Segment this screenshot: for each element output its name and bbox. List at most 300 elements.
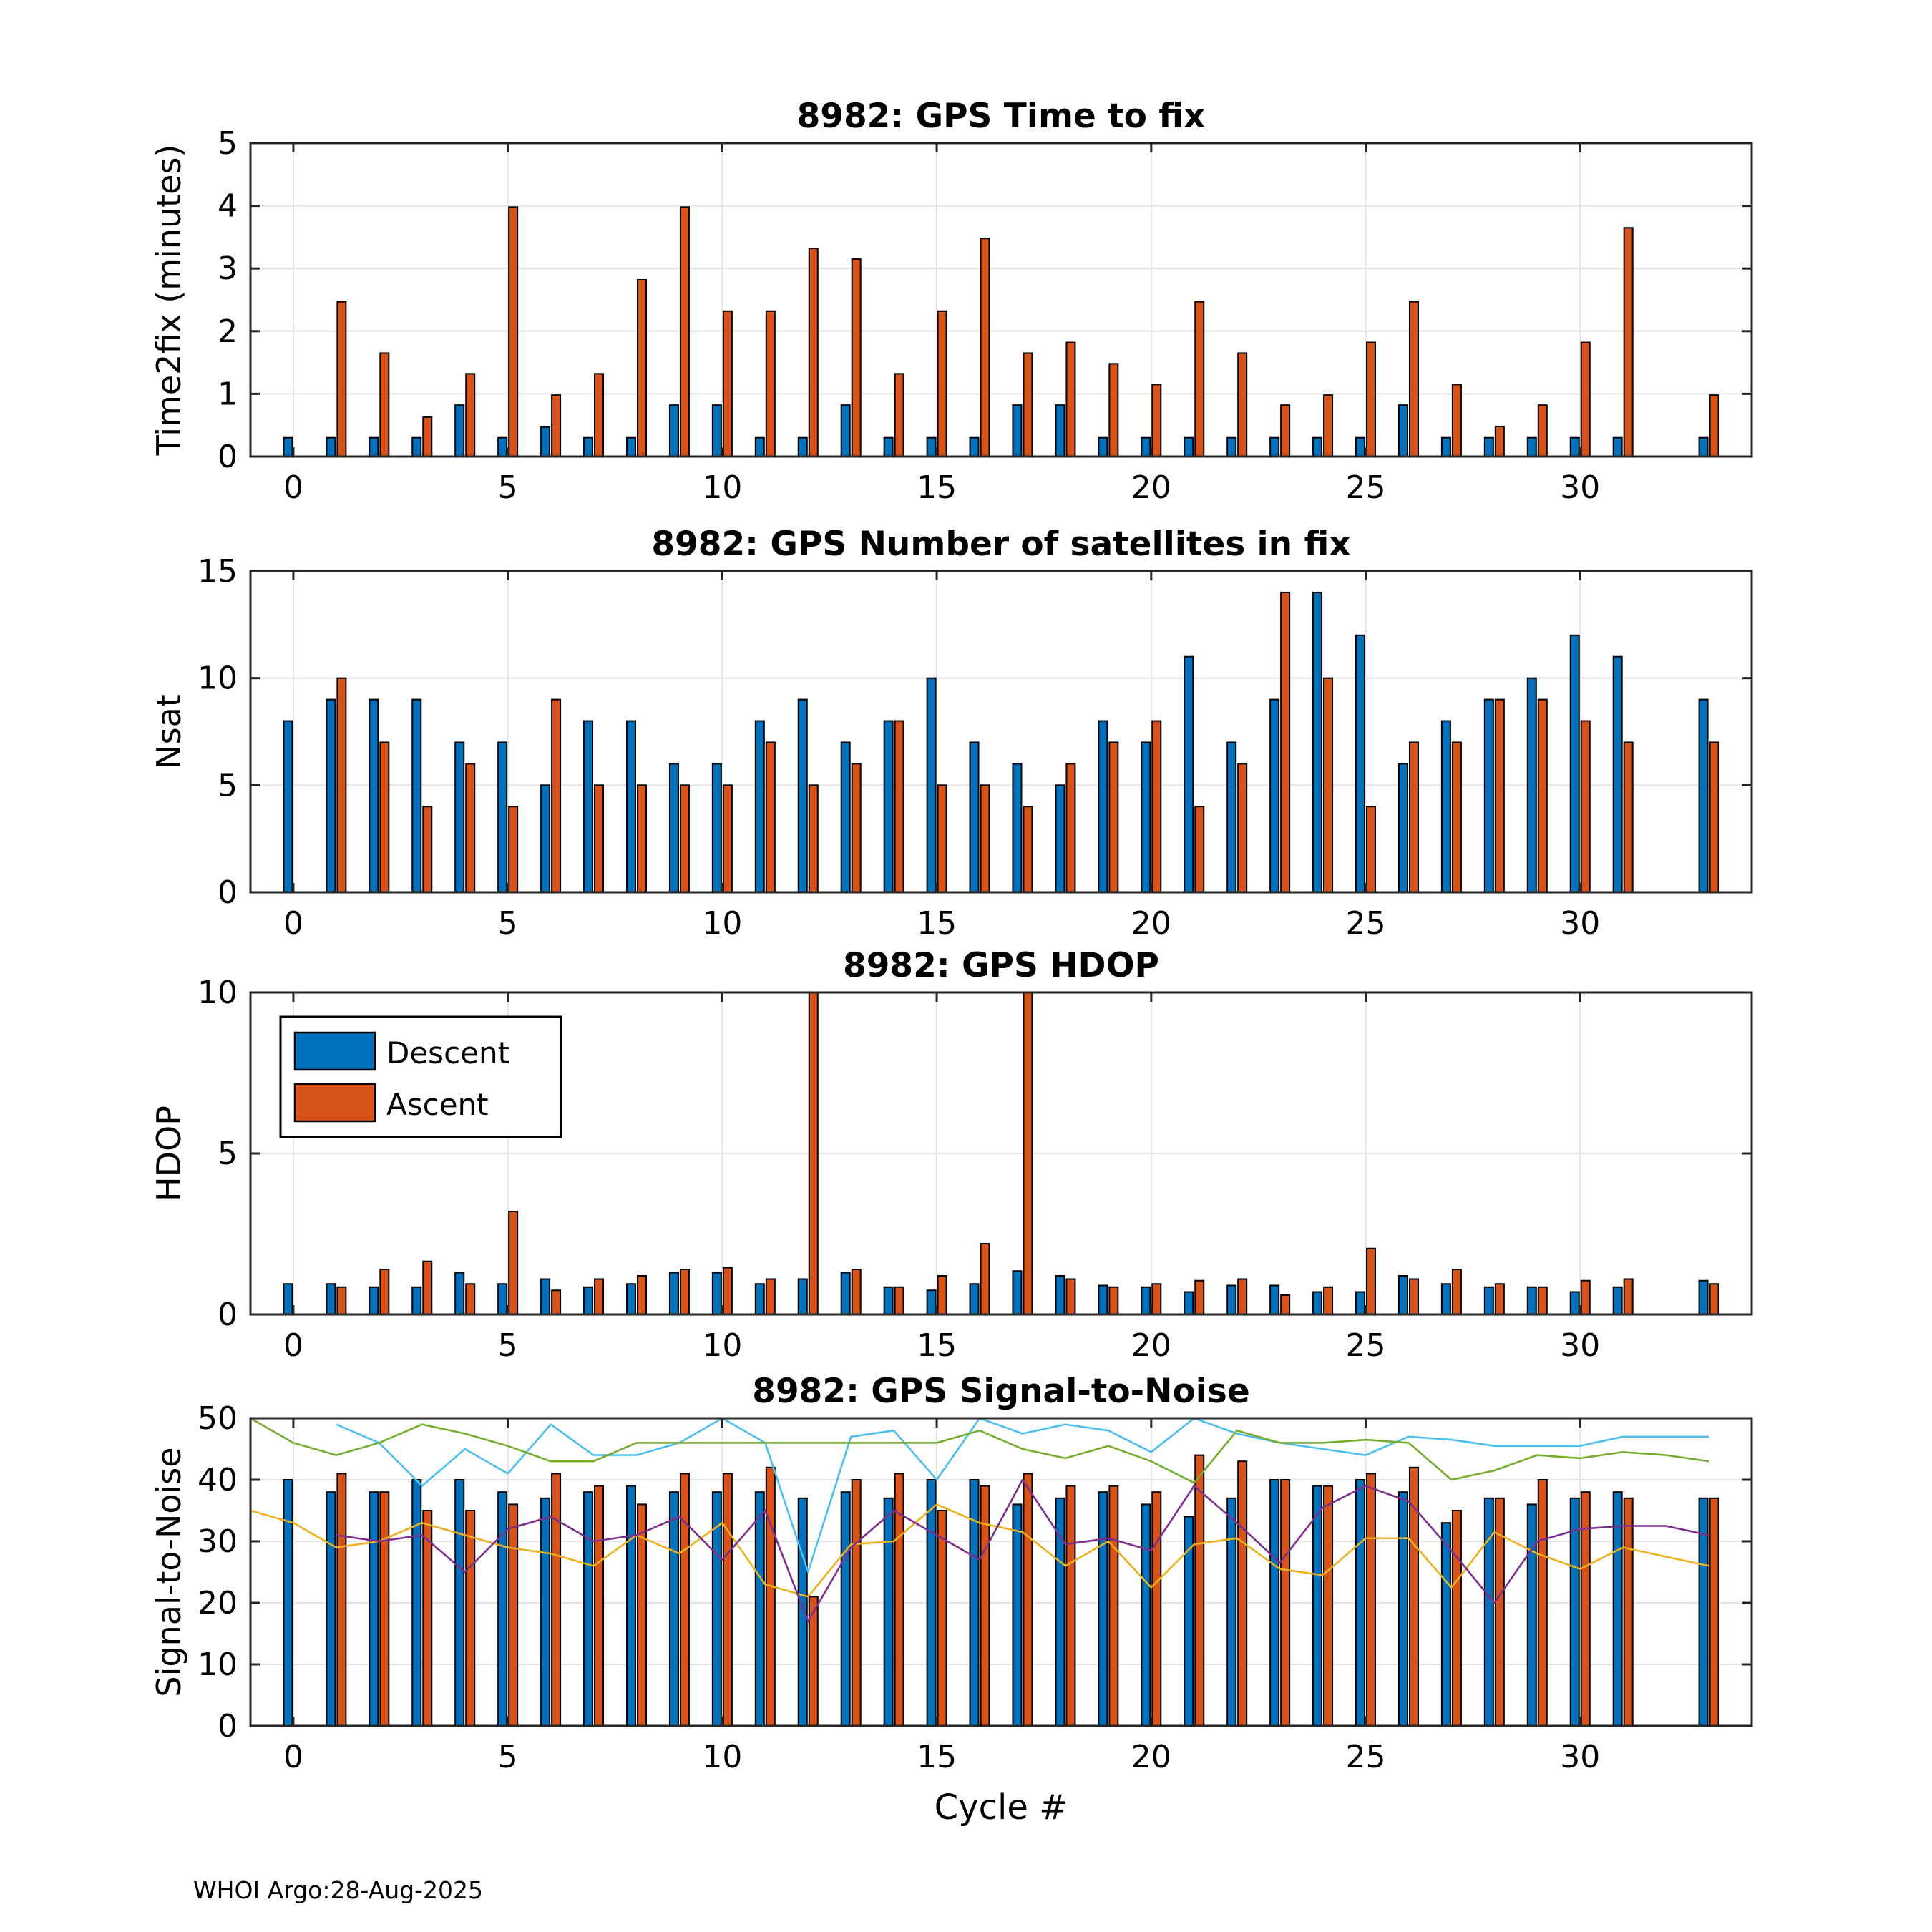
descent-bar-c22	[1227, 1286, 1236, 1315]
descent-bar-c22	[1227, 438, 1236, 457]
descent-bar-c11	[756, 1492, 764, 1726]
ascent-bar-c30	[1581, 1281, 1590, 1314]
descent-bar-c4	[455, 1273, 464, 1315]
y-tick-label: 20	[197, 1585, 238, 1621]
ascent-bar-c22	[1238, 1461, 1246, 1726]
legend-label-descent: Descent	[386, 1035, 510, 1070]
x-tick-label: 20	[1131, 905, 1171, 942]
descent-bar-c24	[1313, 438, 1322, 457]
descent-bar-c5	[498, 742, 507, 892]
descent-bar-c28	[1485, 700, 1493, 892]
axis-ticks-snr	[250, 1418, 1752, 1726]
grid-nsat	[250, 571, 1752, 892]
descent-bar-c10	[713, 1273, 721, 1315]
descent-bar-c21	[1184, 657, 1193, 892]
ascent-bar-c16	[981, 1486, 990, 1726]
ascent-bar-c12	[809, 248, 818, 457]
ascent-bar-c27	[1453, 1511, 1461, 1726]
descent-bar-c11	[756, 721, 764, 892]
ascent-bar-c9	[680, 1269, 689, 1314]
descent-bar-c20	[1141, 742, 1150, 892]
descent-bar-c5	[498, 438, 507, 457]
descent-bar-c7	[584, 721, 592, 892]
descent-bar-c7	[584, 438, 592, 457]
ascent-bar-c17	[1023, 1473, 1032, 1726]
ascent-bar-c25	[1367, 1473, 1375, 1726]
axis-ticks-time2fix	[250, 143, 1752, 457]
y-tick-label: 2	[218, 313, 238, 350]
y-tick-label: 30	[197, 1523, 238, 1560]
descent-bar-c15	[927, 1480, 936, 1726]
descent-bar-c21	[1184, 1292, 1193, 1315]
descent-bar-c2	[369, 438, 378, 457]
descent-bar-c4	[455, 742, 464, 892]
ascent-bar-c31	[1624, 1498, 1633, 1726]
descent-bar-c18	[1055, 405, 1064, 457]
ascent-bar-c29	[1538, 1480, 1547, 1726]
ascent-bar-c19	[1109, 742, 1118, 892]
ascent-bar-c30	[1581, 721, 1590, 892]
y-axis-label-time2fix: Time2fix (minutes)	[150, 144, 188, 456]
descent-bar-c3	[412, 438, 421, 457]
descent-bar-c33	[1699, 700, 1708, 892]
descent-bar-c30	[1571, 1498, 1579, 1726]
ascent-bar-c25	[1367, 806, 1375, 892]
ascent-bar-c9	[680, 207, 689, 457]
descent-bar-c1	[326, 1284, 335, 1314]
descent-bar-c30	[1571, 438, 1579, 457]
ascent-bar-c3	[423, 806, 431, 892]
y-tick-label: 0	[218, 1297, 238, 1333]
descent-bar-c16	[970, 438, 979, 457]
descent-bar-c17	[1013, 763, 1021, 892]
descent-bar-c17	[1013, 1504, 1021, 1726]
ascent-bar-c17	[1023, 353, 1032, 457]
descent-bar-c6	[541, 427, 550, 457]
plot-title-nsat: 8982: GPS Number of satellites in fix	[651, 525, 1351, 564]
ascent-bar-c27	[1453, 1269, 1461, 1314]
ascent-bar-c25	[1367, 343, 1375, 457]
descent-bar-c27	[1442, 1523, 1450, 1726]
ascent-bar-c2	[380, 742, 389, 892]
descent-bar-c24	[1313, 592, 1322, 892]
descent-bar-c15	[927, 678, 936, 892]
ascent-bar-c29	[1538, 405, 1547, 457]
ascent-bar-c33	[1710, 395, 1719, 457]
descent-bar-c12	[799, 1498, 807, 1726]
descent-bar-c19	[1098, 1286, 1107, 1315]
descent-bar-c0	[283, 721, 292, 892]
ascent-bar-c3	[423, 1262, 431, 1314]
descent-bar-c27	[1442, 438, 1450, 457]
ascent-bar-c4	[466, 374, 474, 457]
descent-bar-c12	[799, 1279, 807, 1315]
y-tick-label: 0	[218, 874, 238, 911]
descent-bar-c19	[1098, 721, 1107, 892]
y-tick-label: 1	[218, 376, 238, 413]
ascent-bar-c16	[981, 238, 990, 457]
ascent-bar-c23	[1281, 405, 1289, 457]
ascent-bar-c18	[1066, 1486, 1075, 1726]
ascent-bar-c24	[1324, 395, 1332, 457]
x-tick-label: 5	[497, 1327, 518, 1364]
ascent-bar-c30	[1581, 1492, 1590, 1726]
ascent-bar-c1	[337, 1287, 346, 1314]
descent-bar-c0	[283, 438, 292, 457]
x-tick-label: 15	[917, 905, 957, 942]
x-tick-label: 20	[1131, 469, 1171, 506]
ascent-bar-c24	[1324, 1287, 1332, 1314]
descent-bar-c19	[1098, 438, 1107, 457]
ascent-bar-c12	[809, 785, 818, 892]
descent-bar-c20	[1141, 1287, 1150, 1314]
subplot-snr	[150, 1372, 1752, 1828]
ascent-bar-c23	[1281, 592, 1289, 892]
descent-bar-c17	[1013, 405, 1021, 457]
descent-bar-c1	[326, 700, 335, 892]
descent-bar-c10	[713, 763, 721, 892]
descent-bar-c2	[369, 700, 378, 892]
y-tick-label: 3	[218, 250, 238, 288]
ascent-bar-c7	[595, 785, 603, 892]
descent-bar-c3	[412, 1480, 421, 1726]
descent-bar-c29	[1528, 438, 1536, 457]
ascent-bar-c15	[938, 1511, 947, 1726]
descent-bar-c22	[1227, 742, 1236, 892]
descent-bar-c0	[283, 1480, 292, 1726]
descent-bar-c16	[970, 742, 979, 892]
descent-bar-c4	[455, 405, 464, 457]
descent-bars-time2fix	[283, 405, 1707, 457]
ascent-bar-c20	[1152, 384, 1161, 457]
ascent-bar-c27	[1453, 742, 1461, 892]
ascent-bar-c5	[509, 1211, 517, 1314]
descent-bar-c33	[1699, 1498, 1708, 1726]
legend-swatch-ascent	[295, 1084, 375, 1121]
y-tick-label: 5	[218, 1136, 238, 1172]
y-axis-label-nsat: Nsat	[150, 694, 188, 769]
axis-ticks-nsat	[250, 571, 1752, 892]
ascent-bar-c18	[1066, 763, 1075, 892]
ascent-bar-c6	[552, 1473, 560, 1726]
ascent-bar-c31	[1624, 742, 1633, 892]
descent-bar-c9	[670, 1492, 678, 1726]
descent-bar-c18	[1055, 785, 1064, 892]
descent-bar-c5	[498, 1284, 507, 1314]
descent-bar-c31	[1614, 1287, 1622, 1314]
ascent-bar-c18	[1066, 343, 1075, 457]
ascent-bar-c27	[1453, 384, 1461, 457]
descent-bar-c11	[756, 438, 764, 457]
ascent-bar-c23	[1281, 1480, 1289, 1726]
descent-bar-c33	[1699, 1281, 1708, 1314]
ascent-bar-c21	[1195, 1455, 1204, 1726]
ascent-bar-c15	[938, 1276, 947, 1314]
ascent-bar-c1	[337, 1473, 346, 1726]
descent-bar-c14	[884, 1498, 893, 1726]
ascent-bar-c2	[380, 1269, 389, 1314]
descent-bar-c28	[1485, 1498, 1493, 1726]
x-tick-label: 15	[917, 469, 957, 506]
ascent-bar-c17	[1023, 992, 1032, 1314]
ascent-bar-c28	[1496, 1284, 1504, 1314]
legend-label-ascent: Ascent	[386, 1087, 489, 1122]
descent-bar-c6	[541, 785, 550, 892]
descent-bar-c27	[1442, 721, 1450, 892]
descent-bar-c3	[412, 1287, 421, 1314]
ascent-bar-c18	[1066, 1279, 1075, 1315]
grid-time2fix	[250, 143, 1752, 457]
ascent-bar-c5	[509, 207, 517, 457]
ascent-bar-c2	[380, 353, 389, 457]
ascent-bar-c13	[852, 763, 861, 892]
descent-bar-c1	[326, 1492, 335, 1726]
descent-bar-c28	[1485, 438, 1493, 457]
ascent-bar-c19	[1109, 364, 1118, 457]
ascent-bar-c26	[1410, 302, 1418, 457]
descent-bar-c20	[1141, 438, 1150, 457]
ascent-bar-c20	[1152, 1284, 1161, 1314]
ascent-bar-c23	[1281, 1295, 1289, 1314]
ascent-bar-c13	[852, 259, 861, 457]
subplot-nsat	[150, 525, 1752, 942]
descent-bar-c1	[326, 438, 335, 457]
descent-bar-c25	[1356, 1480, 1365, 1726]
descent-bar-c29	[1528, 1504, 1536, 1726]
plot-title-time2fix: 8982: GPS Time to fix	[796, 97, 1206, 136]
descent-bar-c14	[884, 721, 893, 892]
descent-bar-c26	[1399, 763, 1407, 892]
ascent-bar-c4	[466, 1284, 474, 1314]
descent-bar-c2	[369, 1287, 378, 1314]
descent-bar-c31	[1614, 438, 1622, 457]
ascent-bar-c25	[1367, 1249, 1375, 1314]
x-tick-label: 25	[1345, 469, 1386, 506]
ascent-bar-c13	[852, 1480, 861, 1726]
y-axis-label-hdop: HDOP	[150, 1106, 188, 1201]
descent-bars-nsat	[283, 592, 1707, 892]
ascent-bar-c12	[809, 992, 818, 1314]
descent-bar-c8	[627, 721, 635, 892]
ascent-bar-c28	[1496, 700, 1504, 892]
ascent-bar-c8	[638, 785, 646, 892]
ascent-bar-c13	[852, 1269, 861, 1314]
descent-bar-c12	[799, 438, 807, 457]
ascent-bar-c10	[723, 311, 732, 457]
descent-bar-c13	[841, 742, 850, 892]
x-tick-label: 20	[1131, 1327, 1171, 1364]
ascent-bar-c21	[1195, 806, 1204, 892]
descent-bar-c8	[627, 438, 635, 457]
descent-bars-hdop	[283, 1271, 1707, 1314]
x-tick-label: 25	[1345, 1739, 1386, 1775]
x-tick-label: 30	[1560, 1739, 1601, 1775]
descent-bar-c13	[841, 405, 850, 457]
ascent-bar-c15	[938, 311, 947, 457]
descent-bar-c16	[970, 1284, 979, 1314]
x-tick-label: 5	[497, 469, 518, 506]
ascent-bar-c11	[766, 742, 775, 892]
ascent-bar-c6	[552, 700, 560, 892]
x-tick-label: 10	[702, 905, 743, 942]
descent-bar-c6	[541, 1279, 550, 1315]
ascent-bar-c11	[766, 1468, 775, 1726]
descent-bar-c9	[670, 405, 678, 457]
descent-bar-c14	[884, 438, 893, 457]
descent-bar-c18	[1055, 1276, 1064, 1314]
descent-bar-c25	[1356, 438, 1365, 457]
subplot-time2fix	[150, 97, 1752, 506]
descent-bar-c8	[627, 1284, 635, 1314]
ascent-bar-c31	[1624, 1279, 1633, 1315]
descent-bar-c30	[1571, 1292, 1579, 1315]
x-tick-label: 0	[283, 1327, 303, 1364]
ascent-bar-c26	[1410, 1279, 1418, 1315]
y-tick-label: 50	[197, 1400, 238, 1437]
descent-bar-c23	[1270, 438, 1279, 457]
ascent-bar-c14	[895, 1287, 904, 1314]
ascent-bar-c1	[337, 678, 346, 892]
ascent-bar-c9	[680, 1473, 689, 1726]
descent-bar-c24	[1313, 1292, 1322, 1315]
plot-title-hdop: 8982: GPS HDOP	[843, 946, 1159, 985]
descent-bar-c6	[541, 1498, 550, 1726]
y-tick-label: 0	[218, 1708, 238, 1745]
ascent-bar-c17	[1023, 806, 1032, 892]
descent-bar-c10	[713, 405, 721, 457]
ascent-bar-c28	[1496, 426, 1504, 457]
descent-bar-c13	[841, 1273, 850, 1315]
y-tick-label: 15	[197, 553, 238, 590]
ascent-bar-c14	[895, 721, 904, 892]
x-tick-label: 10	[702, 1327, 743, 1364]
ascent-bar-c7	[595, 1279, 603, 1315]
y-tick-label: 4	[218, 187, 238, 225]
descent-bar-c2	[369, 1492, 378, 1726]
ascent-bar-c21	[1195, 1281, 1204, 1314]
ascent-bar-c10	[723, 1473, 732, 1726]
ascent-bar-c20	[1152, 1492, 1161, 1726]
ascent-bar-c11	[766, 311, 775, 457]
x-axis-label-snr: Cycle #	[934, 1787, 1068, 1828]
y-tick-label: 10	[197, 660, 238, 697]
x-tick-label: 30	[1560, 905, 1601, 942]
x-tick-label: 15	[917, 1739, 957, 1775]
descent-bar-c14	[884, 1287, 893, 1314]
ascent-bar-c8	[638, 1276, 646, 1314]
legend	[280, 1017, 561, 1137]
legend-swatch-descent	[295, 1033, 375, 1070]
ascent-bar-c7	[595, 1486, 603, 1726]
descent-bar-c4	[455, 1480, 464, 1726]
ascent-bar-c24	[1324, 678, 1332, 892]
x-tick-label: 30	[1560, 469, 1601, 506]
descent-bar-c21	[1184, 438, 1193, 457]
descent-bar-c33	[1699, 438, 1708, 457]
x-tick-label: 15	[917, 1327, 957, 1364]
ascent-bar-c10	[723, 1268, 732, 1314]
descent-bar-c11	[756, 1284, 764, 1314]
footer-caption: WHOI Argo:28-Aug-2025	[193, 1876, 483, 1904]
x-tick-label: 0	[283, 469, 303, 506]
ascent-bar-c16	[981, 785, 990, 892]
y-tick-label: 10	[197, 1646, 238, 1683]
descent-bar-c23	[1270, 700, 1279, 892]
ascent-bar-c3	[423, 417, 431, 457]
ascent-bar-c14	[895, 374, 904, 457]
ascent-bar-c29	[1538, 700, 1547, 892]
x-tick-label: 0	[283, 1739, 303, 1775]
descent-bar-c23	[1270, 1286, 1279, 1315]
descent-bar-c25	[1356, 635, 1365, 892]
ascent-bar-c5	[509, 806, 517, 892]
y-tick-label: 5	[218, 767, 238, 804]
ascent-bar-c33	[1710, 742, 1719, 892]
descent-bar-c7	[584, 1492, 592, 1726]
ascent-bar-c31	[1624, 228, 1633, 457]
ascent-bar-c33	[1710, 1284, 1719, 1314]
ascent-bar-c11	[766, 1279, 775, 1315]
ascent-bar-c1	[337, 302, 346, 457]
descent-bar-c19	[1098, 1492, 1107, 1726]
descent-bar-c22	[1227, 1498, 1236, 1726]
descent-bar-c25	[1356, 1292, 1365, 1315]
x-tick-label: 25	[1345, 1327, 1386, 1364]
x-tick-label: 5	[497, 1739, 518, 1775]
ascent-bar-c4	[466, 1511, 474, 1726]
x-tick-label: 10	[702, 1739, 743, 1775]
descent-bar-c31	[1614, 657, 1622, 892]
descent-bar-c7	[584, 1287, 592, 1314]
y-tick-label: 5	[218, 125, 238, 162]
descent-bar-c9	[670, 763, 678, 892]
x-tick-label: 30	[1560, 1327, 1601, 1364]
ascent-bar-c7	[595, 374, 603, 457]
ascent-bar-c19	[1109, 1486, 1118, 1726]
ascent-bar-c29	[1538, 1287, 1547, 1314]
ascent-bar-c24	[1324, 1486, 1332, 1726]
ascent-bar-c9	[680, 785, 689, 892]
y-axis-label-snr: Signal-to-Noise	[150, 1447, 188, 1697]
axes-box-snr	[250, 1418, 1752, 1726]
descent-bar-c28	[1485, 1287, 1493, 1314]
x-tick-label: 10	[702, 469, 743, 506]
descent-bar-c26	[1399, 405, 1407, 457]
descent-bar-c23	[1270, 1480, 1279, 1726]
ascent-bar-c19	[1109, 1287, 1118, 1314]
x-tick-label: 20	[1131, 1739, 1171, 1775]
y-tick-label: 40	[197, 1462, 238, 1498]
ascent-bar-c33	[1710, 1498, 1719, 1726]
subplot-hdop	[150, 946, 1752, 1364]
descent-bar-c30	[1571, 635, 1579, 892]
descent-bar-c21	[1184, 1517, 1193, 1726]
descent-bar-c0	[283, 1284, 292, 1314]
ascent-bar-c5	[509, 1504, 517, 1726]
ascent-bar-c22	[1238, 353, 1246, 457]
ascent-bar-c15	[938, 785, 947, 892]
descent-bar-c15	[927, 438, 936, 457]
descent-bar-c9	[670, 1273, 678, 1315]
ascent-bar-c30	[1581, 343, 1590, 457]
axes-box-time2fix	[250, 143, 1752, 457]
descent-bar-c27	[1442, 1284, 1450, 1314]
descent-bar-c3	[412, 700, 421, 892]
ascent-bar-c16	[981, 1244, 990, 1314]
descent-bar-c26	[1399, 1276, 1407, 1314]
descent-bar-c29	[1528, 678, 1536, 892]
descent-bar-c17	[1013, 1271, 1021, 1314]
